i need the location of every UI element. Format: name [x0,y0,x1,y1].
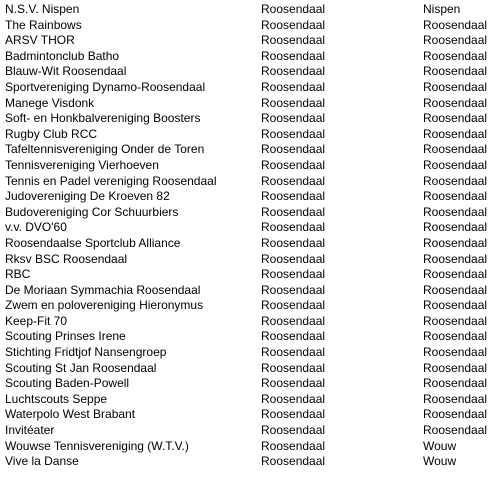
table-row [0,236,500,252]
club-city: Roosendaal [261,407,326,422]
club-place: Roosendaal [423,142,488,157]
table-row [0,361,500,377]
club-city: Roosendaal [261,142,326,157]
table-row [0,80,500,96]
club-name: Rksv BSC Roosendaal [5,251,128,266]
club-place: Roosendaal [423,345,488,360]
club-place: Roosendaal [423,282,488,297]
club-place: Roosendaal [423,79,488,94]
club-city: Roosendaal [261,251,326,266]
table-row [0,111,500,127]
club-name: Vive la Danse [5,454,79,469]
table-row [0,142,500,158]
club-name: Wouwse Tennisvereniging (W.T.V.) [5,438,189,453]
club-place: Wouw [423,454,457,469]
club-name: Stichting Fridtjof Nansengroep [5,345,167,360]
table-row [0,439,500,455]
table-row [0,329,500,345]
club-city: Roosendaal [261,298,326,313]
club-place: Roosendaal [423,220,488,235]
club-city: Roosendaal [261,360,326,375]
club-city: Roosendaal [261,189,326,204]
club-place: Roosendaal [423,235,488,250]
club-place: Roosendaal [423,204,488,219]
club-place: Roosendaal [423,407,488,422]
club-place: Roosendaal [423,189,488,204]
table-row [0,283,500,299]
table-row [0,454,500,470]
club-name: Scouting St Jan Roosendaal [5,360,157,375]
club-name: Budovereniging Cor Schuurbiers [5,204,179,219]
club-city: Roosendaal [261,111,326,126]
club-name: Blauw-Wit Roosendaal [5,64,127,79]
club-place: Roosendaal [423,423,488,438]
club-city: Roosendaal [261,95,326,110]
club-city: Roosendaal [261,64,326,79]
club-name: Rugby Club RCC [5,126,98,141]
table-row [0,220,500,236]
table-row [0,18,500,34]
club-name: Tennisvereniging Vierhoeven [5,157,159,172]
club-city: Roosendaal [261,173,326,188]
table-row [0,96,500,112]
club-place: Roosendaal [423,251,488,266]
club-name: Invitéater [5,423,55,438]
club-city: Roosendaal [261,2,326,16]
club-name: Roosendaalse Sportclub Alliance [5,235,181,250]
club-place: Roosendaal [423,267,488,282]
club-place: Roosendaal [423,329,488,344]
table-row [0,298,500,314]
club-place: Roosendaal [423,391,488,406]
table-row [0,127,500,143]
club-place: Roosendaal [423,95,488,110]
club-place: Roosendaal [423,173,488,188]
club-place: Roosendaal [423,111,488,126]
club-city: Roosendaal [261,313,326,328]
club-place: Roosendaal [423,126,488,141]
table-row [0,407,500,423]
club-city: Roosendaal [261,126,326,141]
club-city: Roosendaal [261,454,326,469]
table-row [0,205,500,221]
club-name: Keep-Fit 70 [5,313,68,328]
club-city: Roosendaal [261,329,326,344]
club-city: Roosendaal [261,267,326,282]
club-name: Badmintonclub Batho [5,48,120,63]
club-city: Roosendaal [261,376,326,391]
club-city: Roosendaal [261,79,326,94]
club-name: Tafeltennisvereniging Onder de Toren [5,142,205,157]
club-name: Tennis en Padel vereniging Roosendaal [5,173,217,188]
club-name: Scouting Prinses Irene [5,329,126,344]
table-row [0,33,500,49]
club-place: Roosendaal [423,360,488,375]
club-city: Roosendaal [261,33,326,48]
club-city: Roosendaal [261,17,326,32]
club-place: Roosendaal [423,33,488,48]
club-city: Roosendaal [261,204,326,219]
club-name: De Moriaan Symmachia Roosendaal [5,282,201,297]
club-place: Roosendaal [423,157,488,172]
table-row [0,314,500,330]
club-name: Judovereniging De Kroeven 82 [5,189,170,204]
table-row [0,392,500,408]
club-place: Wouw [423,438,457,453]
club-name: Zwem en polovereniging Hieronymus [5,298,204,313]
club-name: Scouting Baden-Powell [5,376,130,391]
club-city: Roosendaal [261,438,326,453]
club-city: Roosendaal [261,48,326,63]
club-name: N.S.V. Nispen [5,2,80,16]
table-row [0,64,500,80]
club-place: Nispen [423,2,461,16]
club-name: Waterpolo West Brabant [5,407,136,422]
table-row [0,252,500,268]
club-place: Roosendaal [423,64,488,79]
table-row [0,174,500,190]
club-name: v.v. DVO'60 [5,220,67,235]
club-place: Roosendaal [423,17,488,32]
club-city: Roosendaal [261,220,326,235]
table-row [0,189,500,205]
club-city: Roosendaal [261,235,326,250]
table-row [0,267,500,283]
table-row [0,49,500,65]
table-row [0,158,500,174]
club-city: Roosendaal [261,282,326,297]
club-place: Roosendaal [423,48,488,63]
club-city: Roosendaal [261,345,326,360]
club-city: Roosendaal [261,157,326,172]
club-place: Roosendaal [423,376,488,391]
table-row [0,376,500,392]
table-row [0,345,500,361]
club-name: RBC [5,267,31,282]
club-name: Soft- en Honkbalvereniging Boosters [5,111,201,126]
club-place: Roosendaal [423,313,488,328]
club-name: Sportvereniging Dynamo-Roosendaal [5,79,206,94]
club-name: Luchtscouts Seppe [5,391,108,406]
club-city: Roosendaal [261,423,326,438]
club-name: ARSV THOR [5,33,75,48]
club-city: Roosendaal [261,391,326,406]
club-name: The Rainbows [5,17,82,32]
club-place: Roosendaal [423,298,488,313]
table-row [0,423,500,439]
club-name: Manege Visdonk [5,95,95,110]
table-row [0,2,500,18]
